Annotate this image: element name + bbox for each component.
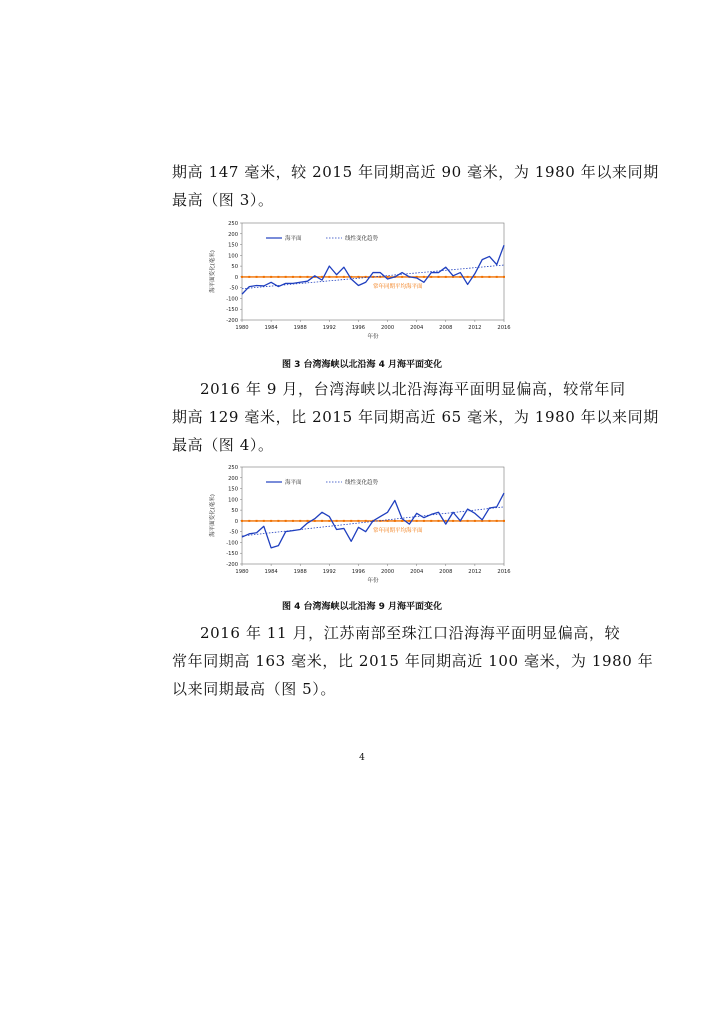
y-axis-label: 海平面变化(毫米) [210, 494, 216, 537]
baseline-marker [256, 520, 258, 522]
baseline-marker [496, 520, 498, 522]
x-tick-label: 2008 [439, 569, 453, 575]
baseline-marker [292, 520, 294, 522]
y-tick-label: 150 [228, 486, 238, 493]
x-tick-label: 2016 [497, 569, 511, 575]
baseline-marker [488, 276, 490, 278]
baseline-marker [365, 520, 367, 522]
paragraph-1 [172, 158, 659, 214]
y-tick-label: 50 [231, 508, 238, 515]
x-tick-label: 1992 [322, 569, 336, 575]
y-tick-label: -150 [226, 551, 238, 558]
baseline-marker [503, 520, 505, 522]
baseline-marker [401, 276, 403, 278]
y-tick-label: 200 [228, 475, 238, 482]
baseline-marker [430, 276, 432, 278]
y-axis-label: 海平面变化(毫米) [210, 250, 216, 293]
y-tick-label: 200 [228, 231, 238, 238]
x-tick-label: 1996 [351, 569, 366, 575]
baseline-marker [241, 520, 243, 522]
baseline-label: 常年同期平均海平面 [373, 527, 423, 534]
x-tick-label: 2012 [468, 569, 482, 575]
baseline-marker [438, 520, 440, 522]
figure-3-chart [198, 218, 518, 346]
x-tick-label: 1984 [264, 325, 278, 331]
y-tick-label: -50 [229, 285, 238, 292]
figure-4-caption: 图 4 台湾海峡以北沿海 9 月海平面变化 [281, 602, 443, 612]
baseline-marker [307, 520, 309, 522]
y-tick-label: -100 [226, 296, 238, 303]
paragraph-2 [172, 375, 659, 459]
baseline-marker [387, 520, 389, 522]
baseline-marker [474, 276, 476, 278]
baseline-marker [277, 520, 279, 522]
y-tick-label: 100 [228, 253, 238, 260]
baseline-marker [423, 520, 425, 522]
x-tick-label: 1984 [264, 569, 278, 575]
baseline-marker [299, 520, 301, 522]
baseline-marker [452, 520, 454, 522]
baseline-marker [445, 520, 447, 522]
paragraph-line: 2016 年 11 月，江苏南部至珠江口沿海海平面明显偏高，较 [200, 624, 621, 642]
paragraph-3 [172, 619, 654, 703]
y-tick-label: 0 [234, 518, 238, 525]
x-tick-label: 1988 [293, 325, 307, 331]
baseline-label: 常年同期平均海平面 [373, 283, 423, 290]
paragraph-line: 2016 年 9 月，台湾海峡以北沿海海平面明显偏高，较常年同 [200, 380, 626, 398]
x-tick-label: 2000 [380, 325, 395, 331]
x-tick-label: 1980 [235, 569, 249, 575]
baseline-marker [445, 276, 447, 278]
baseline-marker [416, 520, 418, 522]
baseline-marker [343, 276, 345, 278]
baseline-marker [263, 276, 265, 278]
baseline-marker [256, 276, 258, 278]
baseline-marker [270, 276, 272, 278]
y-tick-label: -200 [226, 562, 238, 568]
paragraph-line: 以来同期最高（图 5）。 [172, 680, 337, 698]
baseline-marker [357, 276, 359, 278]
paragraph-line: 期高 129 毫米，比 2015 年同期高近 65 毫米，为 1980 年以来同期 [172, 408, 659, 426]
baseline-marker [459, 276, 461, 278]
legend-trend-label: 线性变化趋势 [345, 236, 379, 242]
baseline-marker [423, 276, 425, 278]
x-tick-label: 2016 [497, 325, 511, 331]
baseline-marker [357, 520, 359, 522]
baseline-marker [292, 276, 294, 278]
paragraph-line: 常年同期高 163 毫米，比 2015 年同期高近 100 毫米，为 1980 年 [172, 652, 654, 670]
y-tick-label: 50 [231, 264, 238, 271]
y-tick-label: -200 [226, 318, 238, 324]
baseline-marker [270, 520, 272, 522]
y-tick-label: -50 [229, 529, 238, 536]
y-tick-label: 150 [228, 242, 238, 249]
baseline-marker [285, 520, 287, 522]
legend-sea-level-label: 海平面 [285, 236, 302, 242]
figure-3-caption: 图 3 台湾海峡以北沿海 4 月海平面变化 [281, 360, 443, 370]
baseline-marker [241, 276, 243, 278]
x-tick-label: 2012 [468, 325, 482, 331]
baseline-marker [438, 276, 440, 278]
baseline-marker [467, 276, 469, 278]
baseline-marker [350, 520, 352, 522]
baseline-marker [430, 520, 432, 522]
baseline-marker [503, 276, 505, 278]
baseline-marker [321, 520, 323, 522]
baseline-marker [496, 276, 498, 278]
y-tick-label: -150 [226, 307, 238, 314]
baseline-marker [488, 520, 490, 522]
paragraph-line: 最高（图 4）。 [172, 436, 274, 454]
x-tick-label: 2008 [439, 325, 453, 331]
baseline-marker [328, 520, 330, 522]
baseline-marker [343, 520, 345, 522]
y-tick-label: -100 [226, 540, 238, 547]
baseline-marker [474, 520, 476, 522]
x-tick-label: 1996 [351, 325, 366, 331]
baseline-marker [467, 520, 469, 522]
y-tick-label: 250 [228, 465, 238, 471]
x-tick-label: 2004 [410, 325, 424, 331]
y-tick-label: 0 [234, 274, 238, 281]
paragraph-line: 最高（图 3）。 [172, 191, 274, 209]
baseline-marker [248, 520, 250, 522]
page-number: 4 [359, 753, 365, 763]
y-tick-label: 250 [228, 221, 238, 227]
legend-trend-label: 线性变化趋势 [345, 480, 379, 486]
paragraph-line: 期高 147 毫米，较 2015 年同期高近 90 毫米，为 1980 年以来同期 [172, 163, 659, 181]
baseline-marker [336, 276, 338, 278]
baseline-marker [336, 520, 338, 522]
legend-sea-level-label: 海平面 [285, 480, 302, 486]
baseline-marker [481, 276, 483, 278]
x-axis-label: 年份 [367, 334, 379, 340]
x-tick-label: 2000 [380, 569, 395, 575]
baseline-marker [285, 276, 287, 278]
baseline-marker [307, 276, 309, 278]
x-axis-label: 年份 [367, 578, 379, 584]
baseline-marker [401, 520, 403, 522]
baseline-marker [314, 520, 316, 522]
baseline-marker [394, 520, 396, 522]
x-tick-label: 1980 [235, 325, 249, 331]
x-tick-label: 2004 [410, 569, 424, 575]
baseline-marker [408, 520, 410, 522]
baseline-marker [299, 276, 301, 278]
x-tick-label: 1988 [293, 569, 307, 575]
y-tick-label: 100 [228, 497, 238, 504]
baseline-marker [248, 276, 250, 278]
figure-4-chart [198, 462, 518, 590]
baseline-marker [328, 276, 330, 278]
x-tick-label: 1992 [322, 325, 336, 331]
baseline-marker [277, 276, 279, 278]
baseline-marker [263, 520, 265, 522]
